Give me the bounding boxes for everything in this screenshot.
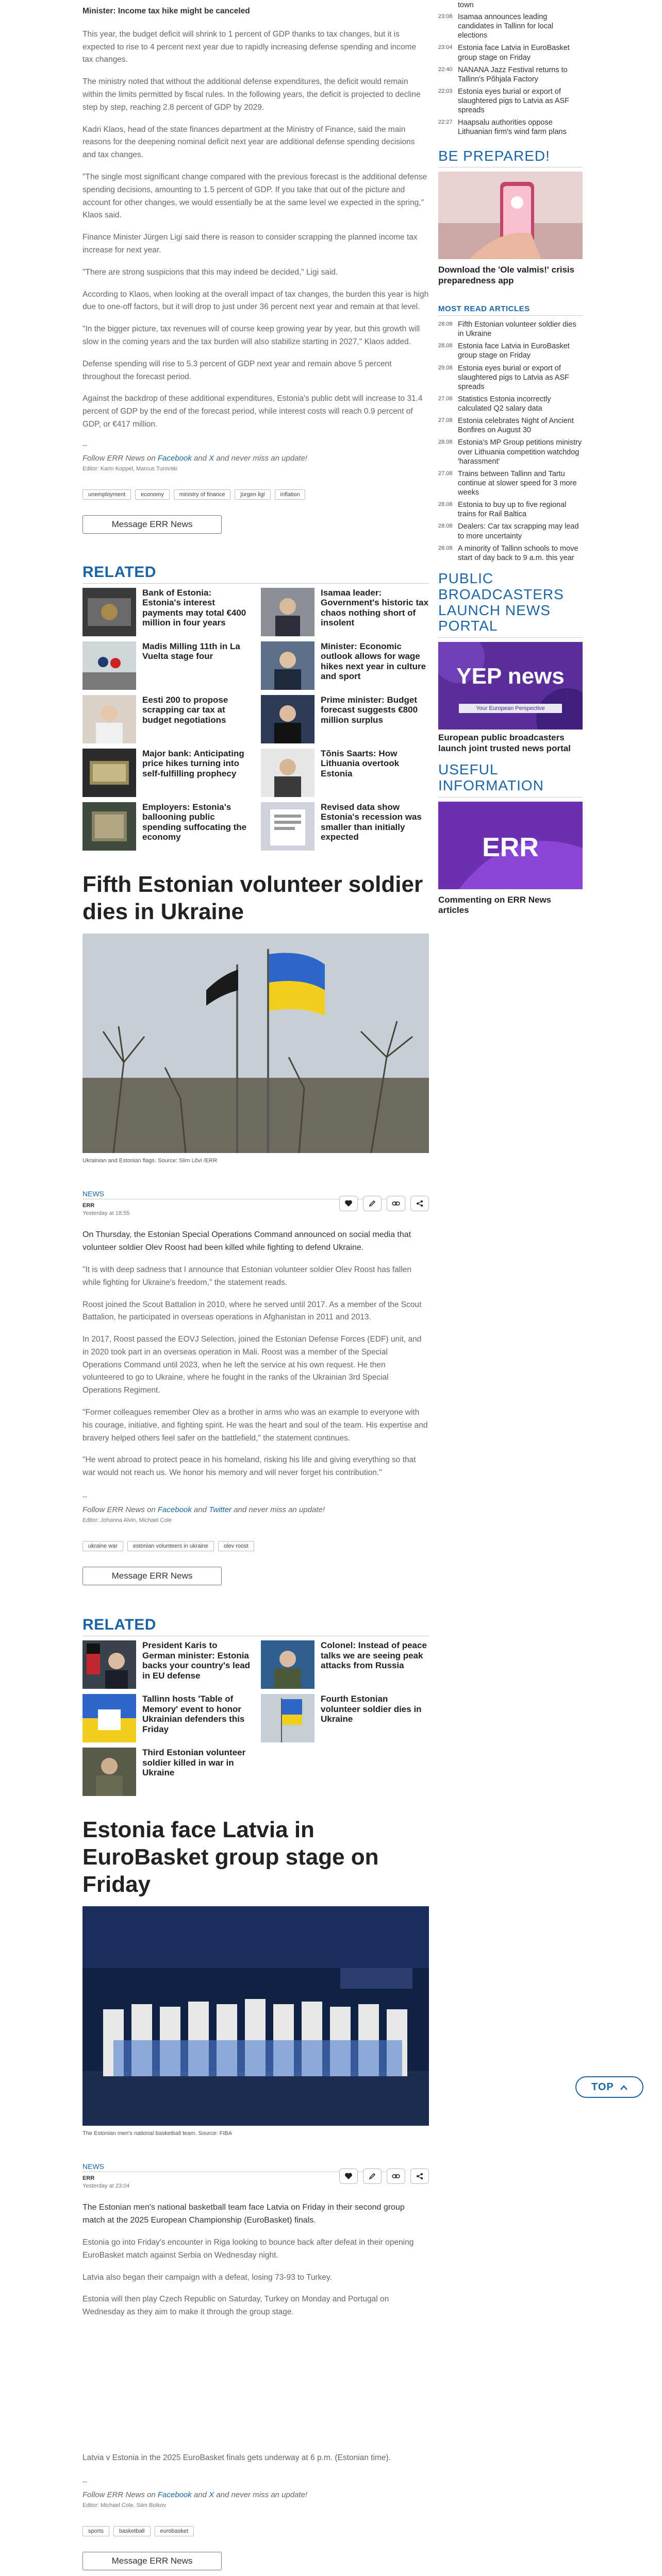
- pencil-icon: [369, 2173, 376, 2180]
- most-read-item[interactable]: [438, 342, 583, 360]
- tag[interactable]: olev roost: [218, 1541, 254, 1551]
- related-grid: [82, 588, 429, 851]
- paragraph: "It is with deep sadness that I announce that Estonian volunteer soldier Olev Roost has fallen while fighting for Ukraine's freedom," the statement reads.: [82, 1265, 411, 1287]
- related-title: Colonel: Instead of peace talks we are seeing peak attacks from Russia: [321, 1640, 427, 1671]
- news-title: Dealers: Car tax scrapping may lead to more uncertainty: [458, 522, 579, 540]
- news-date: 28.08: [438, 439, 453, 446]
- tag[interactable]: inflation: [275, 489, 306, 500]
- follow-text: and never miss an update!: [214, 453, 308, 463]
- most-read-item[interactable]: [438, 416, 583, 435]
- author: ERR: [82, 2175, 95, 2182]
- article-lead: The Estonian men's national basketball team face Latvia on Friday in their second group match at the 2025 European Championship (EuroBasket) finals.: [82, 2203, 405, 2225]
- related-thumbnail: [82, 641, 136, 690]
- tag-list: [82, 489, 429, 500]
- facebook-link[interactable]: Facebook: [157, 1505, 192, 1515]
- editor-line: Editor: Michael Cole, Siim Boikov: [82, 2502, 167, 2509]
- news-time: 22:03: [438, 88, 453, 94]
- news-date: 28.08: [438, 545, 453, 551]
- facebook-link[interactable]: Facebook: [157, 2490, 192, 2499]
- heart-icon: [344, 2173, 353, 2180]
- pencil-icon: [369, 1200, 376, 1207]
- useful-information-heading: USEFUL INFORMATION: [438, 762, 583, 798]
- be-prepared-card[interactable]: [438, 172, 583, 286]
- scroll-to-top-button[interactable]: [575, 2076, 643, 2098]
- most-read-item[interactable]: [438, 500, 583, 519]
- yep-news-banner: [438, 642, 583, 730]
- share-icon: [416, 2173, 423, 2180]
- related-item[interactable]: [82, 1640, 251, 1689]
- follow-line: [82, 1505, 429, 1514]
- article-budget: [82, 5, 429, 534]
- paragraph: Latvia v Estonia in the 2025 EuroBasket finals gets underway at 6 p.m. (Estonian time).: [82, 2453, 391, 2463]
- related-thumbnail: [82, 588, 136, 636]
- most-read-item[interactable]: [438, 469, 583, 497]
- news-time: 23:08: [438, 13, 453, 20]
- tag[interactable]: eurobasket: [155, 2526, 194, 2536]
- image-caption: The Estonian men's national basketball team. Source: FIBA: [82, 2130, 233, 2137]
- article-eurobasket: [82, 1817, 429, 2570]
- news-item[interactable]: [438, 43, 583, 62]
- publish-date: Yesterday at 23:04: [82, 2183, 130, 2190]
- related-thumbnail: [82, 1694, 136, 1742]
- yep-news-card[interactable]: [438, 642, 583, 754]
- related-item[interactable]: [261, 1694, 429, 1742]
- news-title: Estonia eyes burial or export of slaughtered pigs to Latvia as ASF spreads: [458, 87, 570, 115]
- article-title: Estonia face Latvia in EuroBasket group stage on Friday: [82, 1817, 379, 1897]
- related-thumbnail: [82, 749, 136, 797]
- related-thumbnail: [82, 695, 136, 743]
- paragraph: In 2017, Roost passed the EOVJ Selection, joined the Estonian Defense Forces (EDF) unit, and in 2020 took part in an overseas operation in Mali. Roost was a member of the Special Operations Command until 2023, when he left the service at his own request. He then volunteered to go to Ukraine, where he fought in the ranks of the Ukrainian 3rd Special Operations Regiment.: [82, 1335, 422, 1395]
- article-volunteer-soldier: [82, 871, 429, 1585]
- paragraph: Against the backdrop of these additional expenditures, Estonia's public debt will increase to 31.4 percent of GDP by the end of the forecast period, while interest costs will reach 0.9 percent of GDP, or €417 million.: [82, 394, 423, 429]
- yep-tagline: Your European Perspective: [459, 704, 562, 713]
- related-title: Bank of Estonia: Estonia's interest payments may total €400 million in four years: [142, 587, 246, 628]
- err-logo-banner: [438, 802, 583, 889]
- most-read-list: [438, 320, 583, 563]
- news-title: Haapsalu authorities oppose Lithuanian firm's wind farm plans: [458, 118, 567, 137]
- news-item[interactable]: [438, 12, 583, 40]
- follow-text: Follow ERR News on: [82, 2490, 158, 2499]
- copy-link-button[interactable]: [387, 1196, 405, 1211]
- author: ERR: [82, 1202, 95, 1209]
- follow-line: [82, 454, 429, 463]
- news-item[interactable]: [438, 118, 583, 137]
- related-grid: [82, 1640, 429, 1796]
- embed-placeholder: [82, 2328, 429, 2452]
- like-button[interactable]: [339, 2168, 358, 2184]
- paragraph: Roost joined the Scout Battalion in 2010, where he served until 2017. As a member of the Scout Battalion, he participated in overseas operations in Afghanistan in 2011 and 2013.: [82, 1300, 422, 1322]
- news-date: 27.08: [438, 470, 453, 477]
- twitter-link[interactable]: Twitter: [209, 1505, 232, 1515]
- paragraph: This year, the budget deficit will shrink to 1 percent of GDP thanks to tax changes, but it is expected to rise to 4 percent next year due to rapidly increasing defense spending and income tax changes.: [82, 29, 417, 64]
- message-err-news-button[interactable]: Message ERR News: [82, 1567, 222, 1585]
- share-button[interactable]: [410, 2168, 429, 2184]
- follow-text: and: [191, 2490, 209, 2499]
- news-date: 28.08: [438, 501, 453, 508]
- editor-line: Editor: Karin Koppel, Marcus Turovski: [82, 465, 178, 472]
- news-title: Fifth Estonian volunteer soldier dies in Ukraine: [458, 320, 576, 338]
- related-item[interactable]: [82, 641, 251, 690]
- heart-icon: [344, 1200, 353, 1207]
- separator: --: [82, 2477, 88, 2485]
- follow-text: and: [191, 1505, 209, 1515]
- related-thumbnail: [261, 588, 315, 636]
- facebook-link[interactable]: Facebook: [157, 453, 192, 463]
- image-caption: Ukrainian and Estonian flags. Source: Siim Lõvi /ERR: [82, 1158, 218, 1164]
- follow-line: [82, 2490, 429, 2499]
- related-thumbnail: [261, 641, 315, 690]
- message-err-news-button[interactable]: Message ERR News: [82, 2552, 222, 2570]
- most-read-item[interactable]: [438, 438, 583, 466]
- related-thumbnail: [82, 1640, 136, 1689]
- related-title: Revised data show Estonia's recession was smaller than initially expected: [321, 802, 422, 842]
- editor-line: Editor: Johanna Alvin, Michael Cole: [82, 1517, 172, 1524]
- latest-news-list: [438, 12, 583, 137]
- related-item[interactable]: [82, 588, 251, 636]
- share-actions: [339, 2168, 429, 2184]
- related-item[interactable]: [82, 749, 251, 797]
- paragraph: The ministry noted that without the additional defense expenditures, the deficit would remain within the limits permitted by fiscal rules. In the following years, the deficit is projected to decline step by step, reaching 2.8 percent of GDP by 2029.: [82, 77, 421, 112]
- paragraph: Kadri Klaos, head of the state finances department at the Ministry of Finance, said the main reasons for the deepening nominal deficit next year are additional defense spending decisions and tax changes.: [82, 125, 415, 160]
- paragraph: Defense spending will rise to 5.3 percent of GDP next year and remain above 5 percent throughout the forecast period.: [82, 359, 392, 381]
- related-item[interactable]: [261, 588, 429, 636]
- news-title: Trains between Tallinn and Tartu continue at slower speed for 3 more weeks: [458, 469, 577, 497]
- sidebar: [438, 0, 583, 916]
- news-title: NANANA Jazz Festival returns to Tallinn's Põhjala Factory: [458, 65, 568, 83]
- related-item[interactable]: [82, 802, 251, 851]
- tag[interactable]: estonian volunteers in ukraine: [127, 1541, 214, 1551]
- publish-date: Yesterday at 18:55: [82, 1210, 130, 1217]
- most-read-item[interactable]: [438, 320, 583, 338]
- related-item[interactable]: [82, 1694, 251, 1742]
- most-read-heading: MOST READ ARTICLES: [438, 304, 583, 316]
- related-item[interactable]: [82, 1748, 251, 1796]
- related-title: Tallinn hosts 'Table of Memory' event to honor Ukrainian defenders this Friday: [142, 1694, 245, 1734]
- news-time: 22:27: [438, 119, 453, 126]
- follow-text: and never miss an update!: [231, 1505, 325, 1515]
- copy-link-button[interactable]: [387, 2168, 405, 2184]
- related-item[interactable]: [82, 695, 251, 743]
- related-section: [82, 564, 429, 851]
- tag[interactable]: unemployment: [82, 489, 131, 500]
- paragraph: "There are strong suspicions that this may indeed be decided," Ligi said.: [82, 267, 338, 277]
- related-thumbnail: [82, 802, 136, 851]
- related-thumbnail: [261, 1694, 315, 1742]
- hero-image: [82, 1906, 429, 2126]
- related-heading: RELATED: [82, 564, 429, 584]
- article-meta: [82, 2162, 429, 2198]
- edit-button[interactable]: [363, 2168, 382, 2184]
- news-title: Estonia to buy up to five regional trains for Rail Baltica: [458, 501, 567, 519]
- sidebar-news-fragment[interactable]: town: [458, 1, 474, 9]
- news-date: 29.08: [438, 364, 453, 371]
- related-title: President Karis to German minister: Estonia backs your country's lead in EU defense: [142, 1640, 251, 1681]
- separator: --: [82, 440, 88, 449]
- related-title: Tõnis Saarts: How Lithuania overtook Estonia: [321, 748, 400, 778]
- follow-text: and: [191, 453, 209, 463]
- news-date: 28.08: [438, 523, 453, 530]
- most-read-item[interactable]: [438, 522, 583, 540]
- news-title: Estonia's MP Group petitions ministry over Lithuania competition watchdog 'harassment': [458, 438, 582, 466]
- link-icon: [392, 2173, 400, 2180]
- hero-image: [82, 934, 429, 1153]
- most-read-item[interactable]: [438, 395, 583, 413]
- x-link[interactable]: X: [209, 453, 214, 463]
- news-item[interactable]: [438, 65, 583, 84]
- top-label: TOP: [591, 2081, 614, 2093]
- follow-text: Follow ERR News on: [82, 1505, 158, 1515]
- tag[interactable]: sports: [82, 2526, 109, 2536]
- like-button[interactable]: [339, 1196, 358, 1211]
- article-lead: On Thursday, the Estonian Special Operations Command announced on social media that volunteer soldier Olev Roost had been killed while fighting to defend Ukraine.: [82, 1230, 411, 1252]
- tag-list: [82, 1541, 429, 1551]
- paragraph: Estonia go into Friday's encounter in Riga looking to bounce back after defeat in their opening EuroBasket match against Serbia on Wednesday night.: [82, 2238, 414, 2260]
- paragraph: Latvia also began their campaign with a defeat, losing 73-93 to Turkey.: [82, 2273, 332, 2282]
- related-thumbnail: [261, 802, 315, 851]
- news-date: 28.08: [438, 321, 453, 328]
- paragraph: "Former colleagues remember Olev as a brother in arms who was an example to everyone with his courage, initiative, and fighting spirit. He was the heart and soul of the team. His expertise and bravery helped others feel safer on the battlefield," the statement continues.: [82, 1408, 428, 1443]
- news-date: 27.08: [438, 417, 453, 424]
- related-heading: RELATED: [82, 1616, 429, 1636]
- most-read-item[interactable]: [438, 544, 583, 563]
- article-meta: [82, 1190, 429, 1226]
- category-label[interactable]: NEWS: [82, 1190, 104, 1198]
- paragraph: "The single most significant change compared with the previous forecast is the additional defense spending decisions, amounting to 1.5 percent of GDP. If you take that out of the picture and account for other changes, we would essentially be at the same level we expected in the spring," Klaos said.: [82, 172, 427, 220]
- useful-info-card[interactable]: [438, 802, 583, 916]
- x-link[interactable]: X: [209, 2490, 214, 2499]
- be-prepared-title: Download the 'Ole valmis!' crisis preparedness app: [438, 265, 575, 285]
- news-title: Statistics Estonia incorrectly calculated Q2 salary data: [458, 395, 551, 413]
- most-read-item[interactable]: [438, 364, 583, 392]
- yep-news-title: European public broadcasters launch joint trusted news portal: [438, 733, 571, 753]
- yep-logo: YEP news: [456, 664, 565, 689]
- link-icon: [392, 1200, 400, 1207]
- main-column: [82, 0, 429, 2576]
- share-button[interactable]: [410, 1196, 429, 1211]
- paragraph: Estonia will then play Czech Republic on Saturday, Turkey on Monday and Portugal on Wednesday as they aim to make it through the group stage.: [82, 2295, 389, 2317]
- svg-text:ERR: ERR: [482, 832, 539, 862]
- news-time: 22:40: [438, 66, 453, 73]
- paragraph: "He went abroad to protect peace in his homeland, risking his life and giving everything so that war would not reach us. We honor his memory and will never forget his contribution.": [82, 1455, 416, 1478]
- tag[interactable]: jürgen ligi: [235, 489, 270, 500]
- related-title: Major bank: Anticipating price hikes turning into self-fulfilling prophecy: [142, 748, 244, 778]
- related-title: Employers: Estonia's ballooning public spending suffocating the economy: [142, 802, 247, 842]
- be-prepared-heading: BE PREPARED!: [438, 148, 583, 168]
- news-title: A minority of Tallinn schools to move start of day back to 9 a.m. this year: [458, 544, 578, 562]
- tag[interactable]: ukraine war: [82, 1541, 123, 1551]
- related-item[interactable]: [261, 1640, 429, 1689]
- follow-text: Follow ERR News on: [82, 453, 158, 463]
- news-date: 27.08: [438, 395, 453, 402]
- message-err-news-button[interactable]: Message ERR News: [82, 515, 222, 534]
- related-thumbnail: [82, 1748, 136, 1796]
- related-section: [82, 1616, 429, 1796]
- paragraph: According to Klaos, when looking at the overall impact of tax changes, the burden this year is high due to one-off factors, but it will drop to just under 36 percent next year and remain at that level.: [82, 290, 429, 312]
- follow-text: and never miss an update!: [214, 2490, 308, 2499]
- article-title: Fifth Estonian volunteer soldier dies in Ukraine: [82, 871, 423, 924]
- share-actions: [339, 1196, 429, 1211]
- category-label[interactable]: NEWS: [82, 2162, 104, 2171]
- article-subheading: Minister: Income tax hike might be canceled: [82, 7, 250, 15]
- related-item[interactable]: [261, 802, 429, 851]
- useful-info-title: Commenting on ERR News articles: [438, 894, 552, 915]
- related-item[interactable]: [261, 749, 429, 797]
- tag[interactable]: basketball: [113, 2526, 151, 2536]
- news-title: Isamaa announces leading candidates in Tallinn for local elections: [458, 13, 554, 40]
- share-icon: [416, 1200, 423, 1207]
- related-title: Eesti 200 to propose scrapping car tax at budget negotiations: [142, 694, 228, 725]
- related-title: Isamaa leader: Government's historic tax chaos nothing short of insolent: [321, 587, 429, 628]
- related-title: Madis Milling 11th in La Vuelta stage four: [142, 641, 240, 662]
- public-broadcasters-heading: PUBLIC BROADCASTERS LAUNCH NEWS PORTAL: [438, 571, 583, 638]
- related-item[interactable]: [261, 695, 429, 743]
- news-item[interactable]: [438, 87, 583, 115]
- news-title: Estonia face Latvia in EuroBasket group stage on Friday: [458, 342, 570, 360]
- news-date: 28.08: [438, 343, 453, 349]
- tag[interactable]: ministry of finance: [174, 489, 231, 500]
- related-thumbnail: [261, 695, 315, 743]
- news-title: Estonia face Latvia in EuroBasket group stage on Friday: [458, 44, 570, 62]
- news-title: Estonia celebrates Night of Ancient Bonfires on August 30: [458, 417, 574, 435]
- news-time: 23:04: [438, 44, 453, 51]
- paragraph: Finance Minister Jürgen Ligi said there is reason to consider scrapping the planned income tax increase for next year.: [82, 233, 418, 255]
- related-title: Third Estonian volunteer soldier killed in war in Ukraine: [142, 1748, 246, 1778]
- related-thumbnail: [261, 1640, 315, 1689]
- news-title: Estonia eyes burial or export of slaughtered pigs to Latvia as ASF spreads: [458, 364, 570, 391]
- preparedness-app-image: [438, 172, 583, 259]
- tag-list: [82, 2526, 429, 2536]
- separator: --: [82, 1492, 88, 1501]
- related-title: Prime minister: Budget forecast suggests €800 million surplus: [321, 694, 418, 725]
- tag[interactable]: economy: [135, 489, 170, 500]
- related-title: Fourth Estonian volunteer soldier dies in Ukraine: [321, 1694, 422, 1724]
- edit-button[interactable]: [363, 1196, 382, 1211]
- paragraph: "In the bigger picture, tax revenues will of course keep growing year by year, but this growth will slow in the coming years and the tax burden will also stabilize starting in 2027," Klaos added.: [82, 325, 420, 346]
- chevron-up-icon: [620, 2085, 627, 2090]
- related-item[interactable]: [261, 641, 429, 690]
- related-thumbnail: [261, 749, 315, 797]
- related-title: Minister: Economic outlook allows for wage hikes next year in culture and sport: [321, 641, 426, 682]
